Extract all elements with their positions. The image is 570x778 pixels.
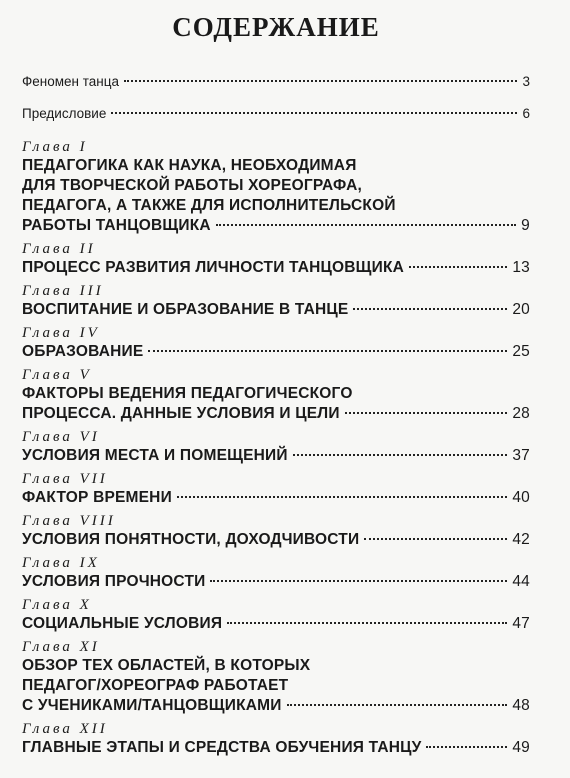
toc-chapter-entry[interactable]: [22, 596, 530, 634]
chapter-page: 28: [512, 405, 530, 422]
chapter-title-line: РАБОТЫ ТАНЦОВЩИКА: [22, 217, 211, 234]
dot-leader: [426, 746, 507, 748]
chapter-title-row: [22, 300, 530, 320]
toc-entry[interactable]: [22, 74, 530, 106]
chapter-number: Глава X: [22, 597, 92, 613]
chapter-title-line: ДЛЯ ТВОРЧЕСКОЙ РАБОТЫ ХОРЕОГРАФА,: [22, 177, 362, 194]
chapter-title-line: ПРОЦЕСС РАЗВИТИЯ ЛИЧНОСТИ ТАНЦОВЩИКА: [22, 259, 405, 276]
dot-leader: [364, 538, 507, 540]
chapter-title-line: УСЛОВИЯ ПРОЧНОСТИ: [22, 573, 206, 590]
entry-page: 3: [522, 74, 530, 89]
chapter-page: 13: [512, 259, 530, 276]
toc-chapter-entry[interactable]: [22, 240, 530, 278]
chapter-page: 9: [521, 217, 530, 234]
dot-leader: [210, 580, 507, 582]
entry-page: 6: [522, 106, 530, 121]
chapter-number: Глава I: [22, 139, 88, 155]
chapter-title-line: ПЕДАГОГ/ХОРЕОГРАФ РАБОТАЕТ: [22, 677, 289, 694]
chapter-title-line: ПРОЦЕССА. ДАННЫЕ УСЛОВИЯ И ЦЕЛИ: [22, 405, 340, 422]
dot-leader: [216, 224, 516, 226]
entry-label: Феномен танца: [22, 74, 119, 89]
chapter-page: 37: [512, 447, 530, 464]
chapter-title-row: [22, 488, 530, 508]
chapter-page: 48: [512, 697, 530, 714]
chapter-list: [22, 138, 530, 758]
chapter-page: 44: [512, 573, 530, 590]
dot-leader: [124, 80, 518, 82]
toc-chapter-entry[interactable]: [22, 282, 530, 320]
chapter-title-row: [22, 342, 530, 362]
dot-leader: [148, 350, 507, 352]
chapter-title-line: ВОСПИТАНИЕ И ОБРАЗОВАНИЕ В ТАНЦЕ: [22, 301, 349, 318]
chapter-page: 47: [512, 615, 530, 632]
toc-chapter-entry[interactable]: [22, 428, 530, 466]
chapter-number: Глава XII: [22, 721, 108, 737]
chapter-title-line: ФАКТОР ВРЕМЕНИ: [22, 489, 172, 506]
toc-chapter-entry[interactable]: [22, 638, 530, 716]
toc-chapter-entry[interactable]: [22, 138, 530, 236]
chapter-title-row: [22, 446, 530, 466]
chapter-page: 42: [512, 531, 530, 548]
toc-chapter-entry[interactable]: [22, 470, 530, 508]
entry-label: Предисловие: [22, 106, 107, 121]
chapter-title-row: [22, 572, 530, 592]
chapter-number: Глава IX: [22, 555, 100, 571]
chapter-title-row: [22, 258, 530, 278]
toc-chapter-entry[interactable]: [22, 324, 530, 362]
chapter-title-line: УСЛОВИЯ МЕСТА И ПОМЕЩЕНИЙ: [22, 447, 288, 464]
chapter-title-line: ОБЗОР ТЕХ ОБЛАСТЕЙ, В КОТОРЫХ: [22, 657, 311, 674]
toc-chapter-entry[interactable]: [22, 366, 530, 424]
chapter-title-line: СОЦИАЛЬНЫЕ УСЛОВИЯ: [22, 615, 223, 632]
chapter-title-row: [22, 614, 530, 634]
dot-leader: [287, 704, 508, 706]
chapter-title-line: ПЕДАГОГИКА КАК НАУКА, НЕОБХОДИМАЯ: [22, 157, 357, 174]
chapter-title-line: С УЧЕНИКАМИ/ТАНЦОВЩИКАМИ: [22, 697, 282, 714]
chapter-page: 20: [512, 301, 530, 318]
chapter-number: Глава II: [22, 241, 96, 257]
chapter-number: Глава VIII: [22, 513, 116, 529]
chapter-title-line: ГЛАВНЫЕ ЭТАПЫ И СРЕДСТВА ОБУЧЕНИЯ ТАНЦУ: [22, 739, 422, 756]
chapter-title-line: УСЛОВИЯ ПОНЯТНОСТИ, ДОХОДЧИВОСТИ: [22, 531, 360, 548]
chapter-title-row: [22, 530, 530, 550]
chapter-number: Глава VII: [22, 471, 108, 487]
toc-entry[interactable]: [22, 106, 530, 138]
dot-leader: [293, 454, 508, 456]
chapter-title-row: [22, 216, 530, 236]
chapter-title-line: ПЕДАГОГА, А ТАКЖЕ ДЛЯ ИСПОЛНИТЕЛЬСКОЙ: [22, 197, 396, 214]
chapter-number: Глава V: [22, 367, 92, 383]
page-title: СОДЕРЖАНИЕ: [172, 12, 380, 42]
dot-leader: [345, 412, 508, 414]
toc-chapter-entry[interactable]: [22, 554, 530, 592]
chapter-number: Глава VI: [22, 429, 100, 445]
toc-chapter-entry[interactable]: [22, 512, 530, 550]
chapter-title-row: [22, 738, 530, 758]
chapter-title-line: ОБРАЗОВАНИЕ: [22, 343, 144, 360]
dot-leader: [409, 266, 507, 268]
chapter-title-line: ФАКТОРЫ ВЕДЕНИЯ ПЕДАГОГИЧЕСКОГО: [22, 385, 353, 402]
chapter-page: 49: [512, 739, 530, 756]
chapter-number: Глава IV: [22, 325, 100, 341]
chapter-page: 40: [512, 489, 530, 506]
chapter-number: Глава XI: [22, 639, 100, 655]
chapter-number: Глава III: [22, 283, 104, 299]
toc-chapter-entry[interactable]: [22, 720, 530, 758]
dot-leader: [177, 496, 507, 498]
dot-leader: [353, 308, 507, 310]
dot-leader: [227, 622, 507, 624]
chapter-title-row: [22, 696, 530, 716]
dot-leader: [111, 112, 517, 114]
chapter-title-row: [22, 404, 530, 424]
chapter-page: 25: [512, 343, 530, 360]
